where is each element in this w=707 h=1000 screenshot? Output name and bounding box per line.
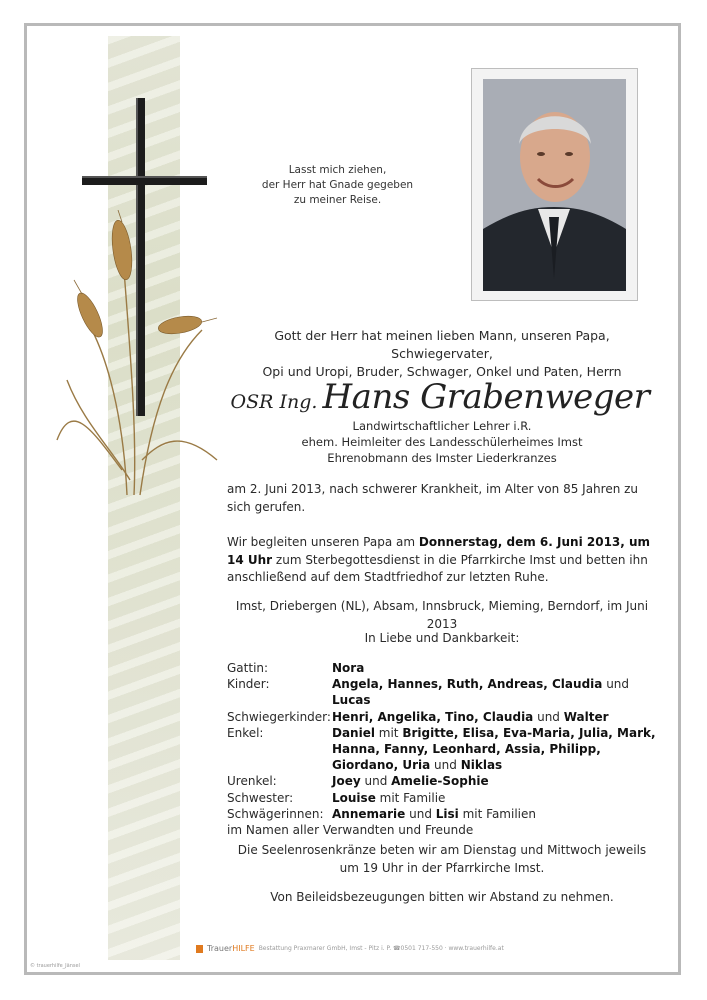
- intro-line: Gott der Herr hat meinen lieben Mann, unseren Papa, Schwiegervater,: [274, 328, 610, 361]
- cross-bar: [82, 176, 207, 185]
- conjunction: und: [602, 677, 630, 692]
- family-names: Brigitte, Elisa, Eva-Maria, Julia, Mark, Hanna, Fanny, Leonhard, Assia, Philipp, Giordano, Uria: [332, 725, 656, 773]
- death-notice: am 2. Juni 2013, nach schwerer Krankheit, im Alter von 85 Jahren zu sich gerufen.: [227, 482, 639, 514]
- family-names: Henri, Angelika, Tino, Claudia: [332, 709, 534, 724]
- role-line: Landwirtschaftlicher Lehrer i.R.: [352, 419, 532, 433]
- portrait-photo: [483, 79, 626, 291]
- family-row: [227, 709, 657, 725]
- rosary-line: Die Seelenrosenkränze beten wir am Dienstag und Mittwoch jeweils: [237, 843, 647, 857]
- rosary-line: um 19 Uhr in der Pfarrkirche Imst.: [339, 860, 545, 875]
- family-row: [227, 725, 657, 774]
- funeral-info: [227, 534, 657, 587]
- funeral-date: Donnerstag, dem 6. Juni 2013, um 14 Uhr: [227, 535, 651, 567]
- family-label: Schwester:: [227, 790, 294, 805]
- family-label: Schwiegerkinder:: [227, 709, 331, 724]
- full-name: Hans Grabenweger: [322, 377, 650, 417]
- brand-part: Trauer: [207, 944, 233, 953]
- role-line: ehem. Heimleiter des Landesschülerheimes Imst: [301, 435, 583, 449]
- footer: [196, 944, 504, 953]
- rosary-info: [227, 842, 657, 877]
- quote: [250, 163, 425, 208]
- family-label: Enkel:: [227, 725, 264, 740]
- places-date: Imst, Driebergen (NL), Absam, Innsbruck, Mieming, Berndorf, im Juni 2013: [235, 599, 649, 631]
- family-suffix: mit Familie: [375, 790, 446, 805]
- intro-line: Opi und Uropi, Bruder, Schwager, Onkel und Paten, Herrn: [262, 364, 622, 379]
- deceased-roles: [227, 418, 657, 466]
- family-names: Lucas: [332, 693, 371, 708]
- gratitude: In Liebe und Dankbarkeit:: [364, 631, 520, 645]
- family-label: Schwägerinnen:: [227, 806, 324, 821]
- family-names: Nora: [332, 661, 365, 675]
- family-names: Walter: [563, 709, 609, 724]
- family-list: [227, 660, 657, 838]
- footer-text: Bestattung Praxmarer GmbH, Imst - Pitz i. P. ☎0501 717-550 · www.trauerhilfe.at: [258, 945, 504, 952]
- family-names: Amelie-Sophie: [391, 774, 489, 789]
- role-line: Ehrenobmann des Imster Liederkranzes: [327, 451, 557, 465]
- family-label: Gattin:: [227, 661, 269, 675]
- funeral-post: zum Sterbegottesdienst in die Pfarrkirche Imst und betten ihn anschließend auf dem Stadtfriedhof zur letzten Ruhe.: [227, 552, 648, 584]
- brand-name: [207, 944, 255, 953]
- family-names: Louise: [332, 790, 376, 805]
- intro-text: [227, 327, 657, 381]
- family-label: Urenkel:: [227, 774, 277, 789]
- wheat-icon: [52, 210, 222, 500]
- conjunction: und: [405, 806, 436, 821]
- family-names: Joey: [332, 774, 361, 789]
- family-row: [227, 773, 657, 789]
- family-names: Angela, Hannes, Ruth, Andreas, Claudia: [332, 677, 603, 692]
- family-row: [227, 660, 657, 676]
- family-row: [227, 806, 657, 822]
- family-row: [227, 790, 657, 806]
- family-row: [227, 676, 657, 708]
- quote-line: zu meiner Reise.: [293, 194, 382, 206]
- conjunction: und: [533, 709, 564, 724]
- deceased-name: [230, 377, 650, 417]
- family-names: Niklas: [460, 758, 503, 773]
- conjunction: und: [430, 758, 461, 773]
- quote-line: Lasst mich ziehen,: [288, 164, 387, 176]
- family-names: Lisi: [435, 806, 459, 821]
- copyright: © trauerhilfe_Jänsel: [30, 963, 80, 969]
- family-suffix: mit Familien: [458, 806, 536, 821]
- family-others: im Namen aller Verwandten und Freunde: [227, 823, 474, 838]
- conjunction: mit: [374, 725, 403, 740]
- family-names: Daniel: [332, 725, 375, 740]
- academic-title: OSR Ing.: [230, 391, 318, 413]
- condolence-note: Von Beileidsbezeugungen bitten wir Abstand zu nehmen.: [270, 890, 614, 904]
- portrait-frame: [471, 68, 638, 301]
- funeral-pre: Wir begleiten unseren Papa am: [227, 535, 419, 549]
- brand-part: HILFE: [232, 944, 255, 953]
- quote-line: der Herr hat Gnade gegeben: [261, 179, 414, 191]
- conjunction: und: [360, 774, 392, 789]
- family-label: Kinder:: [227, 677, 270, 692]
- brand-logo-icon: [196, 945, 203, 953]
- family-names: Annemarie: [332, 806, 406, 821]
